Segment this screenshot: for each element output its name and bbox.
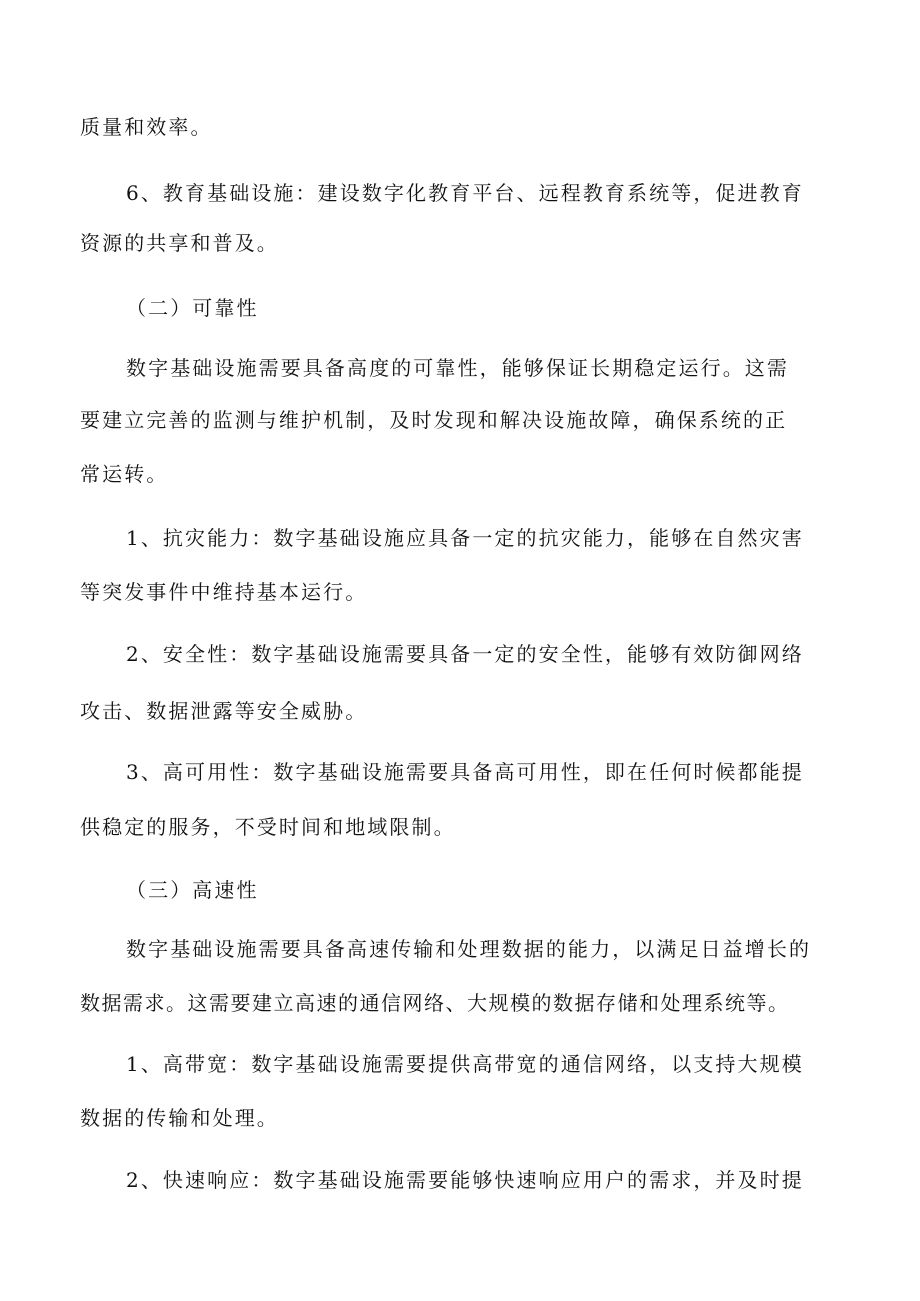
text-line: 要建立完善的监测与维护机制，及时发现和解决设施故障，确保系统的正 bbox=[80, 408, 788, 432]
text-line: 数据需求。这需要建立高速的通信网络、大规模的数据存储和处理系统等。 bbox=[80, 991, 790, 1015]
text-line: 数字基础设施需要具备高速传输和处理数据的能力，以满足日益增长的 bbox=[126, 937, 812, 961]
text-line: 2、安全性：数字基础设施需要具备一定的安全性，能够有效防御网络 bbox=[126, 642, 804, 666]
text-line: 等突发事件中维持基本运行。 bbox=[80, 580, 368, 604]
text-line: 攻击、数据泄露等安全威胁。 bbox=[80, 699, 368, 723]
section-heading: （三）高速性 bbox=[126, 878, 259, 902]
text-line: 常运转。 bbox=[80, 462, 169, 486]
text-line: 数字基础设施需要具备高度的可靠性，能够保证长期稳定运行。这需 bbox=[126, 356, 789, 380]
text-line: 资源的共享和普及。 bbox=[80, 231, 279, 255]
text-line: 1、抗灾能力：数字基础设施应具备一定的抗灾能力，能够在自然灾害 bbox=[126, 526, 804, 550]
text-line: 3、高可用性：数字基础设施需要具备高可用性，即在任何时候都能提 bbox=[126, 760, 804, 784]
text-line: 供稳定的服务，不受时间和地域限制。 bbox=[80, 815, 456, 839]
text-line: 质量和效率。 bbox=[80, 115, 213, 139]
section-heading: （二）可靠性 bbox=[126, 296, 259, 320]
text-line: 2、快速响应：数字基础设施需要能够快速响应用户的需求，并及时提 bbox=[126, 1168, 804, 1192]
text-line: 数据的传输和处理。 bbox=[80, 1106, 279, 1130]
text-line: 6、教育基础设施：建设数字化教育平台、远程教育系统等，促进教育 bbox=[126, 181, 804, 205]
text-line: 1、高带宽：数字基础设施需要提供高带宽的通信网络，以支持大规模 bbox=[126, 1052, 804, 1076]
